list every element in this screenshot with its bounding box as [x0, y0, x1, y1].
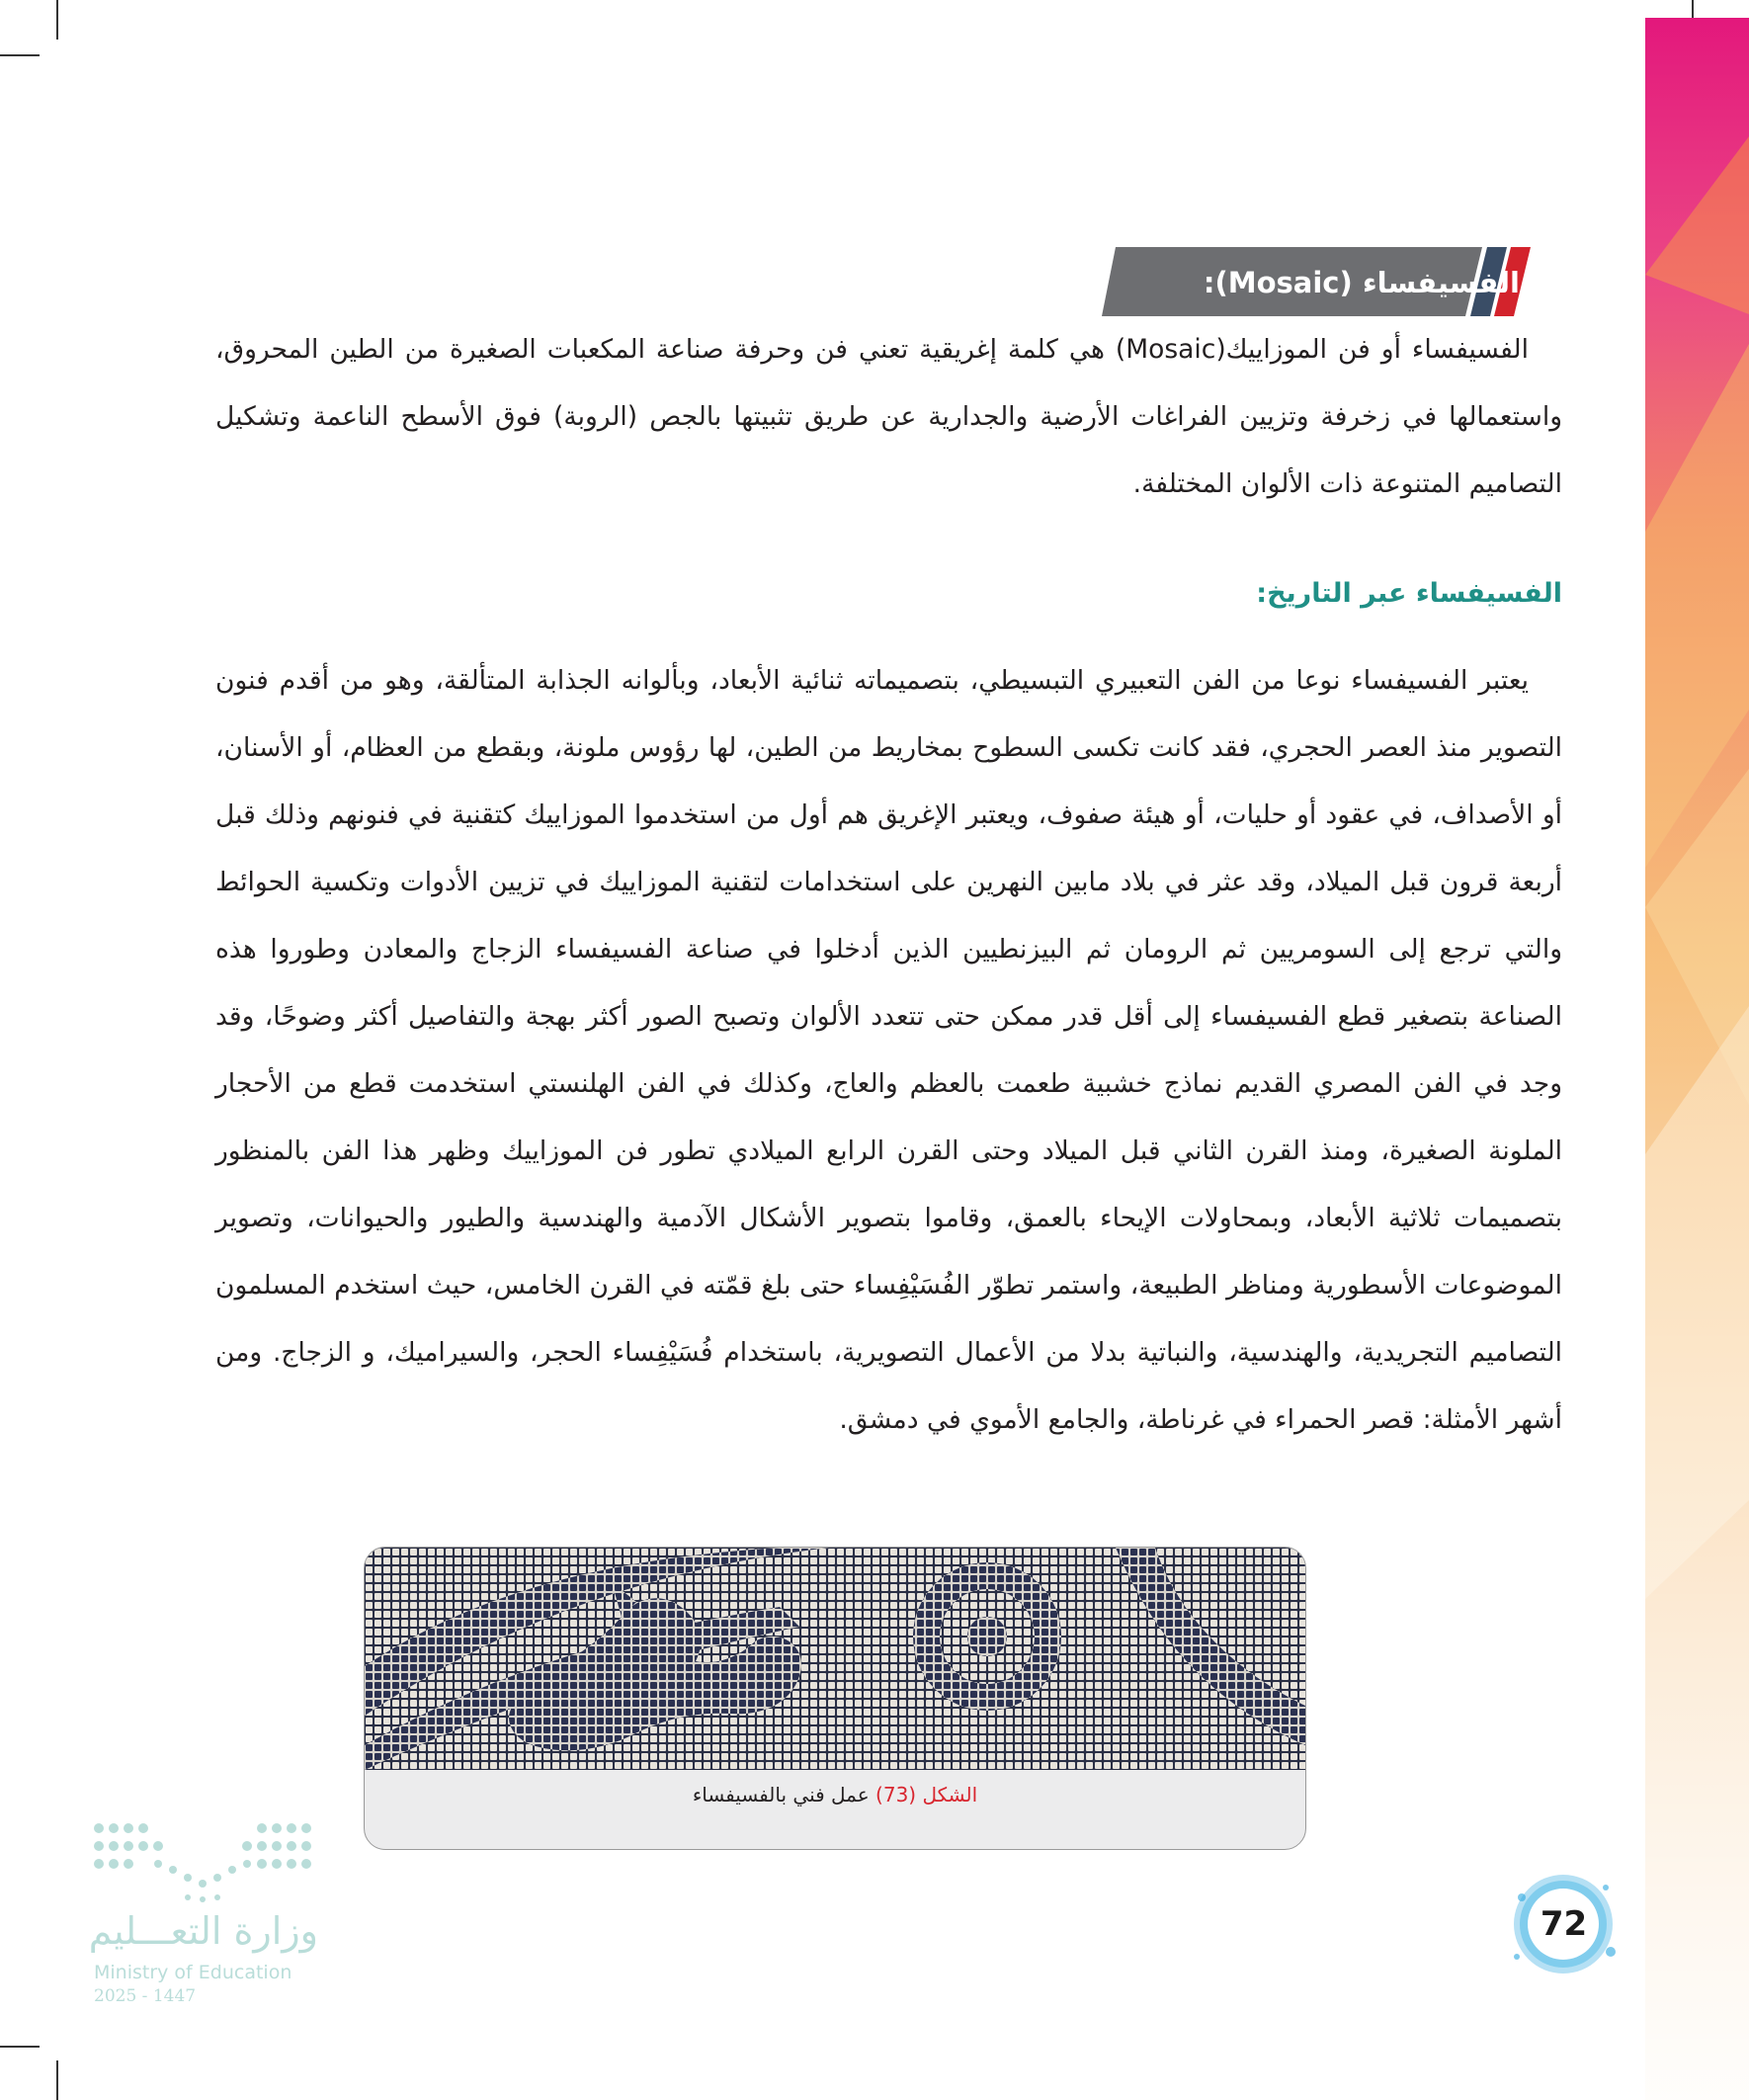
ministry-year: 2025 - 1447	[94, 1986, 197, 2006]
section-title: الفسيفساء (Mosaic):	[1203, 266, 1520, 299]
intro-paragraph: الفسيفساء أو فن الموزاييك(Mosaic) هي كلمة إغريقية تعني فن وحرفة صناعة المكعبات الصغيرة من الطين المحروق، واستعمالها في زخرفة وتزيين الفراغات الأرضية والجدارية عن طريق تثبيتها بالجص (الروبة) فوق الأسطح الناعمة وتشكيل التصاميم المتنوعة ذات الألوان المختلفة.	[215, 334, 1562, 499]
page-number: 72	[1540, 1904, 1588, 1944]
figure-box	[364, 1547, 1306, 1850]
figure-caption	[365, 1783, 1305, 1806]
decorative-edge-band	[1645, 18, 1749, 2100]
crop-mark	[0, 54, 40, 56]
ministry-name-ar: وزارة التعـــليم	[88, 1909, 318, 1953]
figure-label: الشكل (73)	[875, 1783, 978, 1806]
history-paragraph: يعتبر الفسيفساء نوعا من الفن التعبيري التبسيطي، بتصميماته ثنائية الأبعاد، وبألوانه الجذابة المتألقة، وهو من أقدم فنون التصوير منذ العصر الحجري، فقد كانت تكسى السطوح بمخاريط من الطين، لها رؤوس ملونة، وبقطع من العظام، أو الأسنان، أو الأصداف، في عقود أو حليات، أو هيئة صفوف، ويعتبر الإغريق هم أول من استخدموا الموزاييك كتقنية في فنونهم وذلك قبل أربعة قرون قبل الميلاد، وقد عثر في بلاد مابين النهرين على استخدامات لتقنية الموزاييك في تزيين الأدوات وتكسية الحوائط والتي ترجع إلى السومريين ثم الرومان ثم البيزنطيين الذين أدخلوا في صناعة الفسيفساء الزجاج والمعادن وطوروا هذه الصناعة بتصغير قطع الفسيفساء إلى أقل قدر ممكن حتى تتعدد الألوان وتصبح الصور أكثر بهجة والتفاصيل أكثر وضوحًا، وقد وجد في الفن المصري القديم نماذج خشبية طعمت بالعظم والعاج، وكذلك في الفن الهلنستي استخدمت قطع من الأحجار الملونة الصغيرة، ومنذ القرن الثاني قبل الميلاد وحتى القرن الرابع الميلادي تطور فن الموزاييك وظهر هذا الفن بالمنظور بتصميمات ثلاثية الأبعاد، وبمحاولات الإيحاء بالعمق، وقاموا بتصوير الأشكال الآدمية والهندسية والطيور والحيوانات، وتصوير الموضوعات الأسطورية ومناظر الطبيعة، واستمر تطوّر الفُسَيْفِساء حتى بلغ قمّته في القرن الخامس، حيث استخدم المسلمون التصاميم التجريدية، والهندسية، والنباتية بدلا من الأعمال التصويرية، باستخدام فُسَيْفِساء الحجر، والسيراميك، و الزجاج. ومن أشهر الأمثلة: قصر الحمراء في غرناطة، والجامع الأموي في دمشق.	[215, 665, 1562, 1435]
crop-mark	[0, 2046, 40, 2048]
crop-mark	[56, 2060, 58, 2100]
ministry-name-en: Ministry of Education	[94, 1962, 292, 1983]
mosaic-photo	[365, 1548, 1305, 1770]
ministry-logo-dots-icon	[89, 1818, 316, 1912]
crop-mark	[56, 0, 58, 40]
figure-caption-text: عمل فني بالفسيفساء	[692, 1783, 870, 1806]
history-heading: الفسيفساء عبر التاريخ:	[1256, 578, 1562, 609]
